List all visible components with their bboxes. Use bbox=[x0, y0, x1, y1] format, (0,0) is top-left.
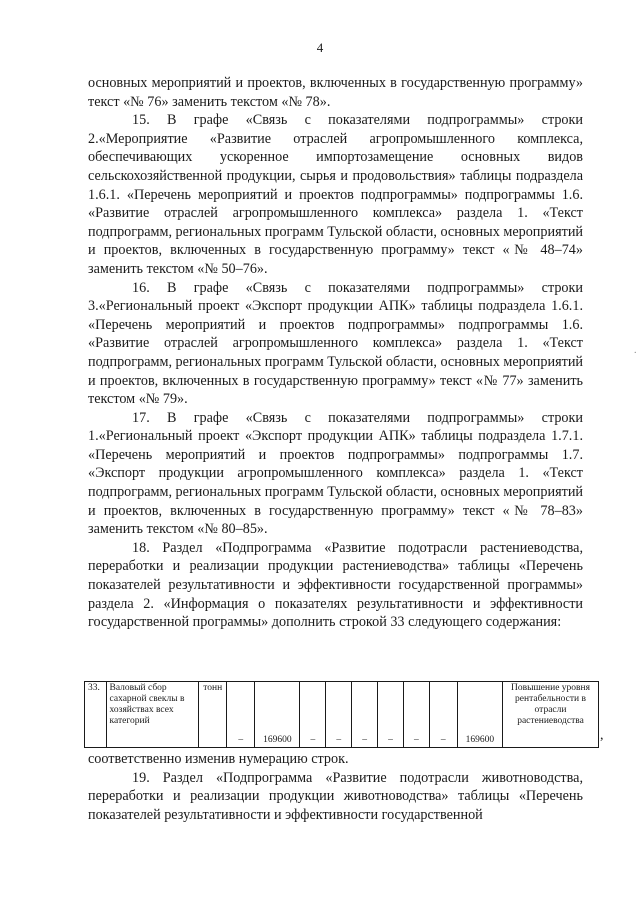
indicator-name-cell: Валовый сбор сахарной свеклы в хозяйствах всех категорий bbox=[106, 682, 199, 748]
indicator-table-wrapper bbox=[84, 681, 599, 748]
indicator-table bbox=[84, 681, 599, 748]
value-cell: – bbox=[352, 682, 378, 748]
margin-mark: . bbox=[634, 345, 637, 356]
value-cell: – bbox=[403, 682, 429, 748]
paragraph-15: 15. В графе «Связь с показателями подпрограммы» строки 2.«Мероприятие «Развитие отраслей агропромышленного комплекса, обеспечивающих ускоренное импортозамещение основных видов сельскохозяйственной продукции, сырья и продовольствия» таблицы подраздела 1.6.1. «Перечень мероприятий и проектов подпрограммы» подпрограммы 1.6. «Развитие отраслей агропромышленного комплекса» раздела 1. «Текст подпрограмм, региональных программ Тульской области, основных мероприятий и проектов, включенных в государственную программу» текст «№ 48–74» заменить текстом «№ 50–76». bbox=[88, 112, 584, 277]
paragraph-19: 19. Раздел «Подпрограмма «Развитие подотрасли животноводства, переработки и реализации продукции животноводства» таблицы «Перечень показателей результативности и эффективности государственной bbox=[88, 769, 583, 823]
row-number-cell: 33. bbox=[85, 682, 107, 748]
value-cell: – bbox=[429, 682, 457, 748]
table-row bbox=[85, 682, 599, 748]
unit-cell: тонн bbox=[199, 682, 227, 748]
value-cell: – bbox=[227, 682, 255, 748]
value-cell: 169600 bbox=[457, 682, 502, 748]
page-number: 4 bbox=[316, 40, 324, 55]
paragraph-17: 17. В графе «Связь с показателями подпрограммы» строки 1.«Региональный проект «Экспорт продукции АПК» таблицы подраздела 1.7.1. «Перечень мероприятий и проектов подпрограммы» подпрограммы 1.7. «Экспорт продукции агропромышленного комплекса» раздела 1. «Текст подпрограмм, региональных программ Тульской области, основных мероприятий и проектов, включенных в государственную программу» текст «№ 78–83» заменить текстом «№ 80–85». bbox=[88, 409, 584, 538]
paragraph-16: 16. В графе «Связь с показателями подпрограммы» строки 3.«Региональный проект «Экспорт продукции АПК» таблицы подраздела 1.6.1. «Перечень мероприятий и проектов подпрограммы» подпрограммы 1.6. «Развитие отраслей агропромышленного комплекса» раздела 1. «Текст подпрограмм, региональных программ Тульской области, основных мероприятий и проектов, включенных в государственную программу» текст «№ 77» заменить текстом «№ 79». bbox=[88, 279, 584, 408]
document-body bbox=[88, 74, 583, 632]
paragraph-after-table: соответственно изменив нумерацию строк. bbox=[88, 751, 349, 767]
paragraph-continuation: основных мероприятий и проектов, включенных в государственную программу» текст «№ 76» заменить текстом «№ 78». bbox=[88, 75, 583, 110]
trailing-comma: , bbox=[600, 728, 604, 743]
value-cell: – bbox=[378, 682, 404, 748]
goal-cell: Повышение уровня рентабельности в отрасли растениеводства bbox=[503, 682, 599, 748]
value-cell: 169600 bbox=[255, 682, 300, 748]
paragraph-18: 18. Раздел «Подпрограмма «Развитие подотрасли растениеводства, переработки и реализации продукции растениеводства» таблицы «Перечень показателей результативности и эффективности государственной программы» раздела 2. «Информация о показателях результативности и эффективности государственной программы» дополнить строкой 33 следующего содержания: bbox=[88, 539, 583, 631]
document-body-continued bbox=[88, 750, 583, 824]
value-cell: – bbox=[326, 682, 352, 748]
value-cell: – bbox=[300, 682, 326, 748]
